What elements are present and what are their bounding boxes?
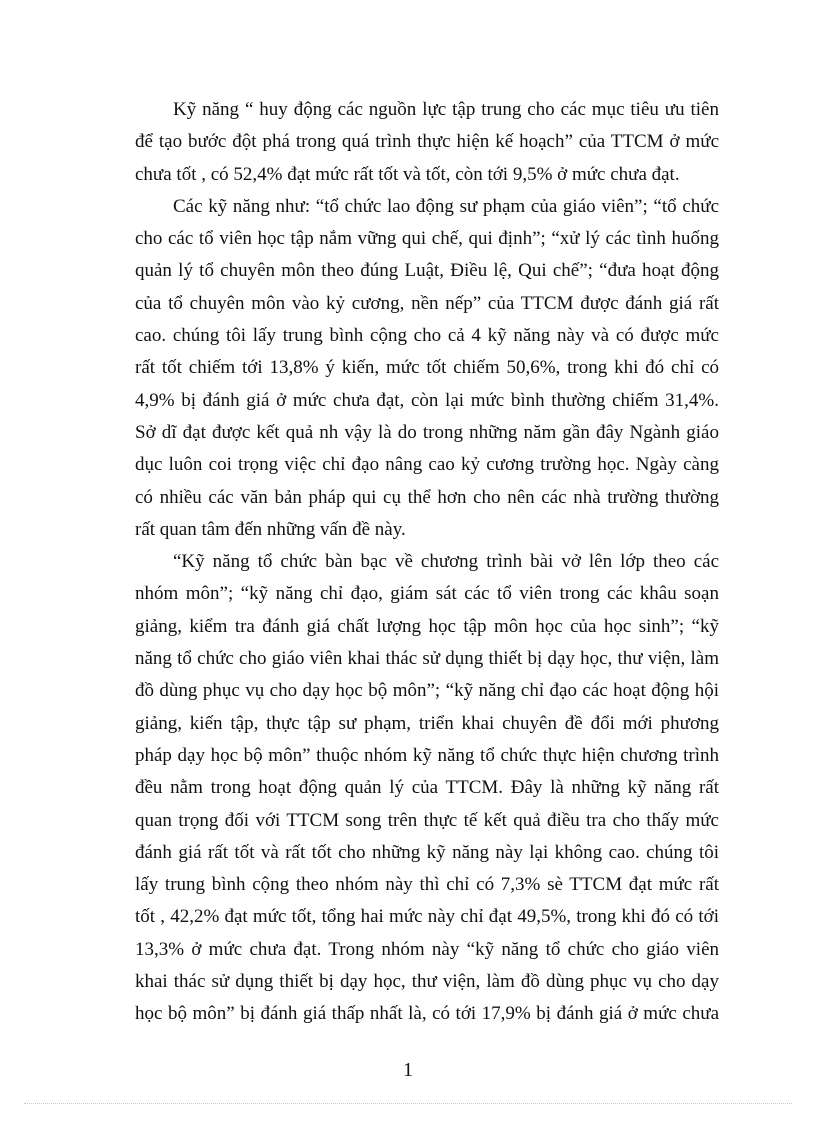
paragraph-3-line-1: “Kỹ năng tổ chức bàn bạc về chương trình bài vở lên lớp theo các bbox=[173, 551, 719, 573]
page-number: 1 bbox=[403, 1059, 413, 1081]
paragraph-2-line-9: dục luôn coi trọng việc chỉ đạo nâng cao kỷ cương trường học. Ngày càng bbox=[135, 454, 719, 476]
paragraph-2-line-3: quản lý tổ chuyên môn theo đúng Luật, Điều lệ, Qui chế”; “đưa hoạt động bbox=[135, 260, 719, 282]
paragraph-2-line-5: cao. chúng tôi lấy trung bình cộng cho cả 4 kỹ năng này và có được mức bbox=[135, 325, 719, 347]
page-footer-divider bbox=[24, 1103, 792, 1104]
paragraph-3-line-7: pháp dạy học bộ môn” thuộc nhóm kỹ năng tổ chức thực hiện chương trình bbox=[135, 744, 719, 766]
paragraph-3-line-6: giảng, kiến tập, thực tập sư phạm, triển khai chuyên đề đổi mới phương bbox=[135, 712, 719, 734]
paragraph-3-line-10: đánh giá rất tốt và rất tốt cho những kỹ năng này lại không cao. chúng tôi bbox=[135, 841, 719, 863]
paragraph-2-line-2: cho các tổ viên học tập nắm vững qui chế, qui định”; “xử lý các tình huống bbox=[135, 228, 719, 250]
paragraph-3-line-15: học bộ môn” bị đánh giá thấp nhất là, có tới 17,9% bị đánh giá ở mức chưa bbox=[135, 1003, 719, 1025]
paragraph-3-line-13: 13,3% ở mức chưa đạt. Trong nhóm này “kỹ năng tổ chức cho giáo viên bbox=[135, 938, 719, 960]
paragraph-2-line-1: Các kỹ năng như: “tổ chức lao động sư phạm của giáo viên”; “tổ chức bbox=[173, 195, 719, 217]
paragraph-3-line-2: nhóm môn”; “kỹ năng chỉ đạo, giám sát các tổ viên trong các khâu soạn bbox=[135, 583, 719, 605]
paragraph-2-line-7: 4,9% bị đánh giá ở mức chưa đạt, còn lại mức bình thường chiếm 31,4%. bbox=[135, 389, 719, 411]
paragraph-3-line-4: năng tổ chức cho giáo viên khai thác sử dụng thiết bị dạy học, thư viện, làm bbox=[135, 648, 719, 670]
paragraph-3-line-8: đều nằm trong hoạt động quản lý của TTCM. Đây là những kỹ năng rất bbox=[135, 777, 719, 799]
paragraph-2-line-11: rất quan tâm đến những vấn đề này. bbox=[135, 518, 406, 540]
paragraph-2-line-10: có nhiều các văn bản pháp qui cụ thể hơn cho nên các nhà trường thường bbox=[135, 486, 719, 508]
paragraph-3-line-11: lấy trung bình cộng theo nhóm này thì chỉ có 7,3% sè TTCM đạt mức rất bbox=[135, 874, 719, 896]
body-text bbox=[135, 94, 719, 1031]
paragraph-3-line-12: tốt , 42,2% đạt mức tốt, tổng hai mức này chỉ đạt 49,5%, trong khi đó có tới bbox=[135, 906, 719, 928]
paragraph-2-line-8: Sở dĩ đạt được kết quả nh vậy là do trong những năm gần đây Ngành giáo bbox=[135, 421, 719, 443]
paragraph-1-line-2: để tạo bước đột phá trong quá trình thực hiện kế hoạch” của TTCM ở mức bbox=[135, 131, 719, 153]
paragraph-1-line-1: Kỹ năng “ huy động các nguồn lực tập trung cho các mục tiêu ưu tiên bbox=[173, 99, 719, 120]
paragraph-3-line-3: giảng, kiểm tra đánh giá chất lượng học tập môn học của học sinh”; “kỹ bbox=[135, 615, 719, 637]
paragraph-3-line-9: quan trọng đối với TTCM song trên thực tế kết quả điều tra cho thấy mức bbox=[135, 809, 719, 831]
paragraph-3-line-14: khai thác sử dụng thiết bị dạy học, thư viện, làm đồ dùng phục vụ cho dạy bbox=[135, 971, 719, 993]
paragraph-2-line-6: rất tốt chiếm tới 13,8% ý kiến, mức tốt chiếm 50,6%, trong khi đó chỉ có bbox=[135, 357, 719, 379]
paragraph-2-line-4: của tổ chuyên môn vào kỷ cương, nền nếp” của TTCM được đánh giá rất bbox=[135, 292, 719, 314]
paragraph-1-line-3: chưa tốt , có 52,4% đạt mức rất tốt và tốt, còn tới 9,5% ở mức chưa đạt. bbox=[135, 163, 680, 185]
paragraph-3-line-5: đồ dùng phục vụ cho dạy học bộ môn”; “kỹ năng chỉ đạo các hoạt động hội bbox=[135, 680, 719, 702]
